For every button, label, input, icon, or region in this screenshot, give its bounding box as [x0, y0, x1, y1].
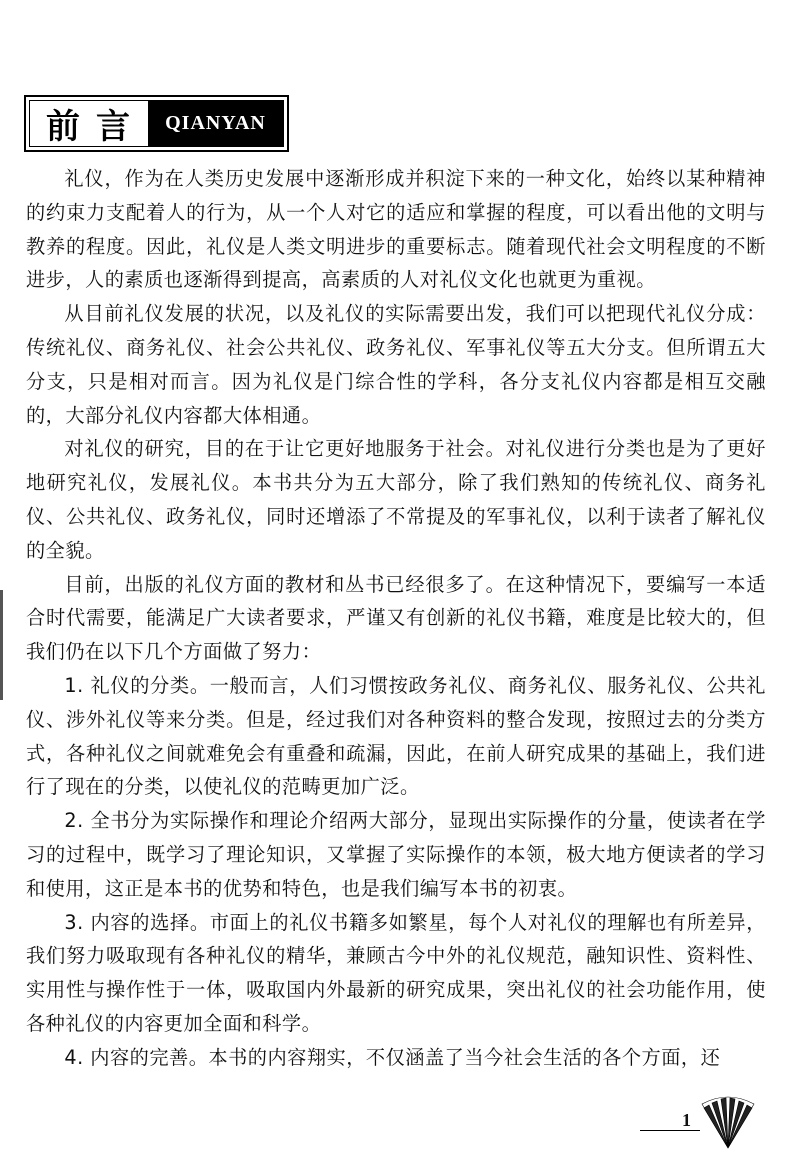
shell-ornament-icon	[698, 1094, 758, 1150]
preface-title-cn: 前言	[46, 107, 146, 147]
preface-body	[26, 162, 766, 1075]
page-footer	[640, 1090, 760, 1150]
paragraph-1: 礼仪，作为在人类历史发展中逐渐形成并积淀下来的一种文化，始终以某种精神的约束力支配着人的行为，从一个人对它的适应和掌握的程度，可以看出他的文明与教养的程度。因此，礼仪是人类文明进步的重要标志。随着现代社会文明程度的不断进步，人的素质也逐渐得到提高，高素质的人对礼仪文化也就更为重视。	[26, 167, 766, 292]
preface-header	[24, 95, 289, 152]
paragraph-5: 1. 礼仪的分类。一般而言，人们习惯按政务礼仪、商务礼仪、服务礼仪、公共礼仪、涉外礼仪等来分类。但是，经过我们对各种资料的整合发现，按照过去的分类方式，各种礼仪之间就难免会有重叠和疏漏，因此，在前人研究成果的基础上，我们进行了现在的分类，以使礼仪的范畴更加广泛。	[26, 673, 766, 799]
preface-header-inner	[29, 100, 284, 147]
page-number-rule	[640, 1130, 700, 1131]
paragraph-2: 从目前礼仪发展的状况，以及礼仪的实际需要出发，我们可以把现代礼仪分成：传统礼仪、商务礼仪、社会公共礼仪、政务礼仪、军事礼仪等五大分支。但所谓五大分支，只是相对而言。因为礼仪是门综合性的学科，各分支礼仪内容都是相互交融的，大部分礼仪内容都大体相通。	[26, 302, 766, 427]
page-number: 1	[682, 1110, 691, 1130]
paragraph-6: 2. 全书分为实际操作和理论介绍两大部分，显现出实际操作的分量，使读者在学习的过程中，既学习了理论知识，又掌握了实际操作的本领，极大地方便读者的学习和使用，这正是本书的优势和特色，也是我们编写本书的初衷。	[26, 809, 766, 900]
paragraph-8: 4. 内容的完善。本书的内容翔实，不仅涵盖了当今社会生活的各个方面，还	[64, 1045, 721, 1069]
paragraph-7: 3. 内容的选择。市面上的礼仪书籍多如繁星，每个人对礼仪的理解也有所差异，我们努力吸取现有各种礼仪的精华，兼顾古今中外的礼仪规范，融知识性、资料性、实用性与操作性于一体，吸取国内外最新的研究成果，突出礼仪的社会功能作用，使各种礼仪的内容更加全面和科学。	[26, 910, 766, 1035]
binding-edge-shadow	[0, 590, 3, 700]
preface-title-en: QIANYAN	[148, 101, 283, 146]
paragraph-3: 对礼仪的研究，目的在于让它更好地服务于社会。对礼仪进行分类也是为了更好地研究礼仪，发展礼仪。本书共分为五大部分，除了我们熟知的传统礼仪、商务礼仪、公共礼仪、政务礼仪，同时还增添了不常提及的军事礼仪，以利于读者了解礼仪的全貌。	[26, 437, 766, 562]
paragraph-4: 目前，出版的礼仪方面的教材和丛书已经很多了。在这种情况下，要编写一本适合时代需要，能满足广大读者要求，严谨又有创新的礼仪书籍，难度是比较大的，但我们仍在以下几个方面做了努力：	[26, 572, 766, 664]
